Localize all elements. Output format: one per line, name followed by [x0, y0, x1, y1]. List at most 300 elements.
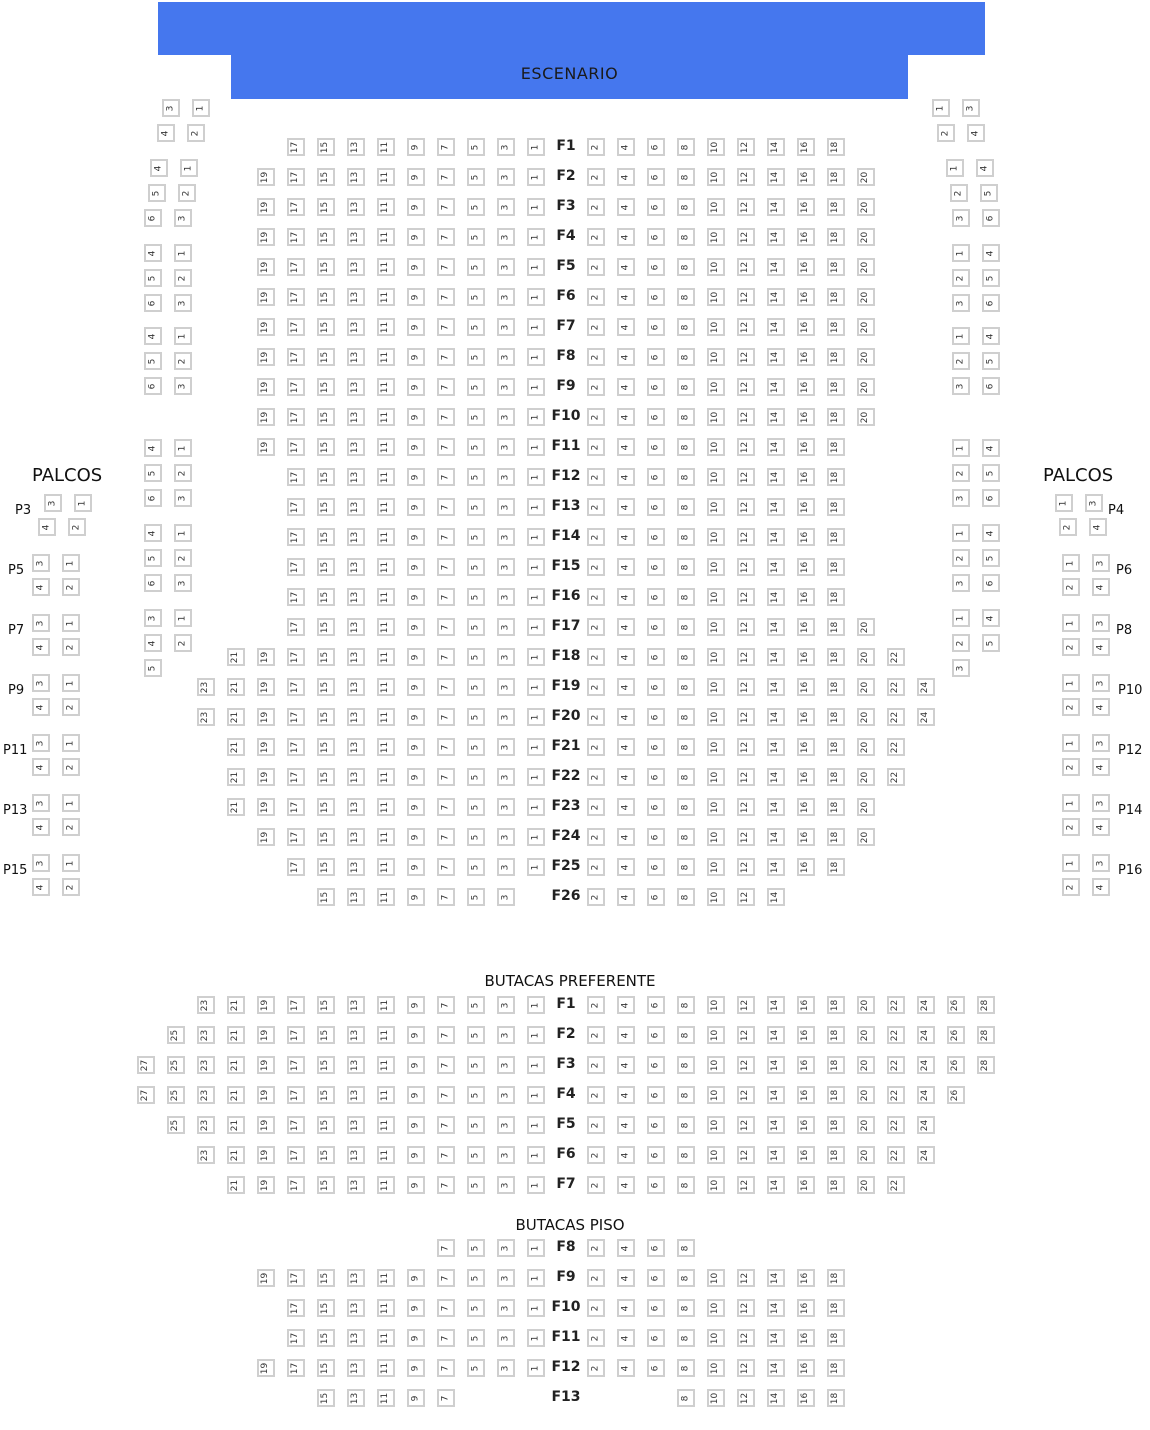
seat-side-left-1[interactable] — [174, 439, 192, 457]
seat-side-right-4[interactable] — [976, 159, 994, 177]
seat-platea-F10-6[interactable] — [647, 408, 665, 426]
seat-preferente-F1-3[interactable] — [497, 996, 515, 1014]
seat-platea-F3-5[interactable] — [467, 198, 485, 216]
seat-platea-F18-8[interactable] — [677, 648, 695, 666]
seat-P9-1[interactable] — [62, 674, 80, 692]
seat-preferente-F6-15[interactable] — [317, 1146, 335, 1164]
seat-preferente-F1-1[interactable] — [527, 996, 545, 1014]
seat-platea-F23-18[interactable] — [827, 798, 845, 816]
seat-piso-F9-17[interactable] — [287, 1269, 305, 1287]
seat-platea-F9-3[interactable] — [497, 378, 515, 396]
seat-platea-F3-6[interactable] — [647, 198, 665, 216]
seat-preferente-F3-12[interactable] — [737, 1056, 755, 1074]
seat-platea-F8-10[interactable] — [707, 348, 725, 366]
seat-platea-F25-15[interactable] — [317, 858, 335, 876]
seat-preferente-F2-23[interactable] — [197, 1026, 215, 1044]
seat-platea-F6-4[interactable] — [617, 288, 635, 306]
seat-platea-F24-6[interactable] — [647, 828, 665, 846]
seat-platea-F14-4[interactable] — [617, 528, 635, 546]
seat-piso-F11-14[interactable] — [767, 1329, 785, 1347]
seat-preferente-F6-13[interactable] — [347, 1146, 365, 1164]
seat-platea-F13-7[interactable] — [437, 498, 455, 516]
seat-preferente-F7-20[interactable] — [857, 1176, 875, 1194]
seat-platea-F10-12[interactable] — [737, 408, 755, 426]
seat-platea-F10-4[interactable] — [617, 408, 635, 426]
seat-platea-F15-10[interactable] — [707, 558, 725, 576]
seat-side-right-2[interactable] — [952, 464, 970, 482]
seat-platea-F7-4[interactable] — [617, 318, 635, 336]
seat-platea-F23-9[interactable] — [407, 798, 425, 816]
seat-platea-F3-19[interactable] — [257, 198, 275, 216]
seat-side-left-1[interactable] — [192, 99, 210, 117]
seat-platea-F26-7[interactable] — [437, 888, 455, 906]
seat-platea-F20-5[interactable] — [467, 708, 485, 726]
seat-preferente-F6-19[interactable] — [257, 1146, 275, 1164]
seat-platea-F10-2[interactable] — [587, 408, 605, 426]
seat-platea-F7-10[interactable] — [707, 318, 725, 336]
seat-preferente-F4-6[interactable] — [647, 1086, 665, 1104]
seat-P15-4[interactable] — [32, 878, 50, 896]
seat-side-right-1[interactable] — [952, 327, 970, 345]
seat-preferente-F4-9[interactable] — [407, 1086, 425, 1104]
seat-platea-F25-18[interactable] — [827, 858, 845, 876]
seat-platea-F8-16[interactable] — [797, 348, 815, 366]
seat-preferente-F1-16[interactable] — [797, 996, 815, 1014]
seat-platea-F7-5[interactable] — [467, 318, 485, 336]
seat-platea-F3-3[interactable] — [497, 198, 515, 216]
seat-side-left-1[interactable] — [174, 327, 192, 345]
seat-piso-F9-18[interactable] — [827, 1269, 845, 1287]
seat-preferente-F4-22[interactable] — [887, 1086, 905, 1104]
seat-platea-F6-6[interactable] — [647, 288, 665, 306]
seat-preferente-F1-19[interactable] — [257, 996, 275, 1014]
seat-platea-F23-14[interactable] — [767, 798, 785, 816]
seat-preferente-F4-3[interactable] — [497, 1086, 515, 1104]
seat-preferente-F5-21[interactable] — [227, 1116, 245, 1134]
seat-platea-F18-12[interactable] — [737, 648, 755, 666]
seat-platea-F4-16[interactable] — [797, 228, 815, 246]
seat-P4-4[interactable] — [1089, 518, 1107, 536]
seat-piso-F11-10[interactable] — [707, 1329, 725, 1347]
seat-side-right-1[interactable] — [952, 609, 970, 627]
seat-preferente-F1-28[interactable] — [977, 996, 995, 1014]
seat-platea-F25-9[interactable] — [407, 858, 425, 876]
seat-platea-F9-2[interactable] — [587, 378, 605, 396]
seat-platea-F10-13[interactable] — [347, 408, 365, 426]
seat-platea-F25-13[interactable] — [347, 858, 365, 876]
seat-piso-F12-5[interactable] — [467, 1359, 485, 1377]
seat-platea-F4-9[interactable] — [407, 228, 425, 246]
seat-preferente-F2-11[interactable] — [377, 1026, 395, 1044]
seat-piso-F12-6[interactable] — [647, 1359, 665, 1377]
seat-preferente-F7-8[interactable] — [677, 1176, 695, 1194]
seat-platea-F2-5[interactable] — [467, 168, 485, 186]
seat-preferente-F4-14[interactable] — [767, 1086, 785, 1104]
seat-platea-F20-10[interactable] — [707, 708, 725, 726]
seat-platea-F9-14[interactable] — [767, 378, 785, 396]
seat-preferente-F6-6[interactable] — [647, 1146, 665, 1164]
seat-preferente-F3-2[interactable] — [587, 1056, 605, 1074]
seat-preferente-F7-9[interactable] — [407, 1176, 425, 1194]
seat-side-right-5[interactable] — [980, 184, 998, 202]
seat-platea-F1-10[interactable] — [707, 138, 725, 156]
seat-preferente-F5-5[interactable] — [467, 1116, 485, 1134]
seat-platea-F26-9[interactable] — [407, 888, 425, 906]
seat-P7-1[interactable] — [62, 614, 80, 632]
seat-piso-F9-4[interactable] — [617, 1269, 635, 1287]
seat-preferente-F4-4[interactable] — [617, 1086, 635, 1104]
seat-platea-F5-3[interactable] — [497, 258, 515, 276]
seat-preferente-F4-13[interactable] — [347, 1086, 365, 1104]
seat-platea-F6-2[interactable] — [587, 288, 605, 306]
seat-platea-F3-13[interactable] — [347, 198, 365, 216]
seat-side-left-4[interactable] — [150, 159, 168, 177]
seat-preferente-F7-3[interactable] — [497, 1176, 515, 1194]
seat-platea-F10-14[interactable] — [767, 408, 785, 426]
seat-piso-F9-6[interactable] — [647, 1269, 665, 1287]
seat-piso-F8-8[interactable] — [677, 1239, 695, 1257]
seat-platea-F13-12[interactable] — [737, 498, 755, 516]
seat-platea-F1-9[interactable] — [407, 138, 425, 156]
seat-platea-F15-8[interactable] — [677, 558, 695, 576]
seat-P8-4[interactable] — [1092, 638, 1110, 656]
seat-preferente-F5-18[interactable] — [827, 1116, 845, 1134]
seat-preferente-F3-9[interactable] — [407, 1056, 425, 1074]
seat-platea-F4-15[interactable] — [317, 228, 335, 246]
seat-platea-F5-10[interactable] — [707, 258, 725, 276]
seat-side-right-4[interactable] — [982, 244, 1000, 262]
seat-platea-F22-21[interactable] — [227, 768, 245, 786]
seat-platea-F13-16[interactable] — [797, 498, 815, 516]
seat-piso-F12-8[interactable] — [677, 1359, 695, 1377]
seat-platea-F21-5[interactable] — [467, 738, 485, 756]
seat-preferente-F7-4[interactable] — [617, 1176, 635, 1194]
seat-side-left-4[interactable] — [144, 439, 162, 457]
seat-platea-F7-16[interactable] — [797, 318, 815, 336]
seat-platea-F1-2[interactable] — [587, 138, 605, 156]
seat-piso-F9-1[interactable] — [527, 1269, 545, 1287]
seat-platea-F14-7[interactable] — [437, 528, 455, 546]
seat-platea-F3-12[interactable] — [737, 198, 755, 216]
seat-platea-F11-9[interactable] — [407, 438, 425, 456]
seat-platea-F23-16[interactable] — [797, 798, 815, 816]
seat-platea-F23-21[interactable] — [227, 798, 245, 816]
seat-platea-F2-3[interactable] — [497, 168, 515, 186]
seat-side-left-5[interactable] — [144, 269, 162, 287]
seat-preferente-F7-19[interactable] — [257, 1176, 275, 1194]
seat-P13-3[interactable] — [32, 794, 50, 812]
seat-platea-F3-7[interactable] — [437, 198, 455, 216]
seat-platea-F22-12[interactable] — [737, 768, 755, 786]
seat-preferente-F1-7[interactable] — [437, 996, 455, 1014]
seat-platea-F2-19[interactable] — [257, 168, 275, 186]
seat-platea-F14-14[interactable] — [767, 528, 785, 546]
seat-platea-F17-9[interactable] — [407, 618, 425, 636]
seat-piso-F12-18[interactable] — [827, 1359, 845, 1377]
seat-platea-F14-11[interactable] — [377, 528, 395, 546]
seat-platea-F15-13[interactable] — [347, 558, 365, 576]
seat-preferente-F3-19[interactable] — [257, 1056, 275, 1074]
seat-platea-F7-15[interactable] — [317, 318, 335, 336]
seat-platea-F11-5[interactable] — [467, 438, 485, 456]
seat-platea-F1-11[interactable] — [377, 138, 395, 156]
seat-platea-F20-12[interactable] — [737, 708, 755, 726]
seat-side-right-2[interactable] — [950, 184, 968, 202]
seat-platea-F15-1[interactable] — [527, 558, 545, 576]
seat-platea-F15-15[interactable] — [317, 558, 335, 576]
seat-platea-F24-3[interactable] — [497, 828, 515, 846]
seat-preferente-F1-17[interactable] — [287, 996, 305, 1014]
seat-platea-F25-14[interactable] — [767, 858, 785, 876]
seat-platea-F4-2[interactable] — [587, 228, 605, 246]
seat-platea-F22-11[interactable] — [377, 768, 395, 786]
seat-platea-F14-9[interactable] — [407, 528, 425, 546]
seat-preferente-F5-10[interactable] — [707, 1116, 725, 1134]
seat-platea-F7-11[interactable] — [377, 318, 395, 336]
seat-preferente-F3-10[interactable] — [707, 1056, 725, 1074]
seat-preferente-F3-15[interactable] — [317, 1056, 335, 1074]
seat-platea-F19-11[interactable] — [377, 678, 395, 696]
seat-preferente-F6-10[interactable] — [707, 1146, 725, 1164]
seat-preferente-F6-17[interactable] — [287, 1146, 305, 1164]
seat-platea-F9-16[interactable] — [797, 378, 815, 396]
seat-side-left-4[interactable] — [157, 124, 175, 142]
seat-piso-F9-3[interactable] — [497, 1269, 515, 1287]
seat-piso-F9-5[interactable] — [467, 1269, 485, 1287]
seat-preferente-F7-5[interactable] — [467, 1176, 485, 1194]
seat-piso-F10-16[interactable] — [797, 1299, 815, 1317]
seat-preferente-F4-1[interactable] — [527, 1086, 545, 1104]
seat-side-left-4[interactable] — [144, 327, 162, 345]
seat-platea-F21-13[interactable] — [347, 738, 365, 756]
seat-preferente-F5-20[interactable] — [857, 1116, 875, 1134]
seat-platea-F7-7[interactable] — [437, 318, 455, 336]
seat-platea-F10-11[interactable] — [377, 408, 395, 426]
seat-platea-F19-12[interactable] — [737, 678, 755, 696]
seat-piso-F12-17[interactable] — [287, 1359, 305, 1377]
seat-P15-1[interactable] — [62, 854, 80, 872]
seat-platea-F6-7[interactable] — [437, 288, 455, 306]
seat-platea-F14-5[interactable] — [467, 528, 485, 546]
seat-P14-1[interactable] — [1062, 794, 1080, 812]
seat-preferente-F1-21[interactable] — [227, 996, 245, 1014]
seat-side-right-6[interactable] — [982, 574, 1000, 592]
seat-platea-F7-6[interactable] — [647, 318, 665, 336]
seat-preferente-F5-24[interactable] — [917, 1116, 935, 1134]
seat-side-left-1[interactable] — [174, 244, 192, 262]
seat-side-left-5[interactable] — [148, 184, 166, 202]
seat-platea-F21-9[interactable] — [407, 738, 425, 756]
seat-preferente-F4-5[interactable] — [467, 1086, 485, 1104]
seat-platea-F6-9[interactable] — [407, 288, 425, 306]
seat-platea-F10-5[interactable] — [467, 408, 485, 426]
seat-preferente-F7-21[interactable] — [227, 1176, 245, 1194]
seat-preferente-F4-23[interactable] — [197, 1086, 215, 1104]
seat-platea-F21-3[interactable] — [497, 738, 515, 756]
seat-platea-F3-2[interactable] — [587, 198, 605, 216]
seat-platea-F1-1[interactable] — [527, 138, 545, 156]
seat-piso-F11-15[interactable] — [317, 1329, 335, 1347]
seat-platea-F22-9[interactable] — [407, 768, 425, 786]
seat-preferente-F2-24[interactable] — [917, 1026, 935, 1044]
seat-platea-F19-5[interactable] — [467, 678, 485, 696]
seat-platea-F7-17[interactable] — [287, 318, 305, 336]
seat-platea-F11-15[interactable] — [317, 438, 335, 456]
seat-preferente-F7-13[interactable] — [347, 1176, 365, 1194]
seat-preferente-F2-12[interactable] — [737, 1026, 755, 1044]
seat-platea-F6-18[interactable] — [827, 288, 845, 306]
seat-platea-F23-1[interactable] — [527, 798, 545, 816]
seat-platea-F19-4[interactable] — [617, 678, 635, 696]
seat-P6-3[interactable] — [1092, 554, 1110, 572]
seat-preferente-F2-9[interactable] — [407, 1026, 425, 1044]
seat-platea-F18-9[interactable] — [407, 648, 425, 666]
seat-platea-F14-1[interactable] — [527, 528, 545, 546]
seat-preferente-F2-1[interactable] — [527, 1026, 545, 1044]
seat-platea-F2-20[interactable] — [857, 168, 875, 186]
seat-P12-1[interactable] — [1062, 734, 1080, 752]
seat-platea-F9-5[interactable] — [467, 378, 485, 396]
seat-platea-F3-18[interactable] — [827, 198, 845, 216]
seat-preferente-F6-8[interactable] — [677, 1146, 695, 1164]
seat-platea-F7-19[interactable] — [257, 318, 275, 336]
seat-platea-F25-17[interactable] — [287, 858, 305, 876]
seat-preferente-F6-5[interactable] — [467, 1146, 485, 1164]
seat-platea-F26-4[interactable] — [617, 888, 635, 906]
seat-platea-F25-5[interactable] — [467, 858, 485, 876]
seat-platea-F19-1[interactable] — [527, 678, 545, 696]
seat-preferente-F6-18[interactable] — [827, 1146, 845, 1164]
seat-platea-F16-14[interactable] — [767, 588, 785, 606]
seat-platea-F19-15[interactable] — [317, 678, 335, 696]
seat-P13-1[interactable] — [62, 794, 80, 812]
seat-platea-F16-11[interactable] — [377, 588, 395, 606]
seat-platea-F14-10[interactable] — [707, 528, 725, 546]
seat-platea-F11-7[interactable] — [437, 438, 455, 456]
seat-platea-F26-11[interactable] — [377, 888, 395, 906]
seat-platea-F5-12[interactable] — [737, 258, 755, 276]
seat-side-right-5[interactable] — [982, 352, 1000, 370]
seat-side-right-5[interactable] — [982, 464, 1000, 482]
seat-side-left-3[interactable] — [174, 209, 192, 227]
seat-platea-F20-8[interactable] — [677, 708, 695, 726]
seat-platea-F4-4[interactable] — [617, 228, 635, 246]
seat-side-right-1[interactable] — [952, 244, 970, 262]
seat-platea-F18-14[interactable] — [767, 648, 785, 666]
seat-preferente-F4-2[interactable] — [587, 1086, 605, 1104]
seat-platea-F16-4[interactable] — [617, 588, 635, 606]
seat-platea-F5-19[interactable] — [257, 258, 275, 276]
seat-platea-F14-18[interactable] — [827, 528, 845, 546]
seat-platea-F19-20[interactable] — [857, 678, 875, 696]
seat-platea-F6-12[interactable] — [737, 288, 755, 306]
seat-side-left-4[interactable] — [144, 244, 162, 262]
seat-platea-F22-4[interactable] — [617, 768, 635, 786]
seat-platea-F2-17[interactable] — [287, 168, 305, 186]
seat-platea-F21-4[interactable] — [617, 738, 635, 756]
seat-platea-F5-17[interactable] — [287, 258, 305, 276]
seat-platea-F10-17[interactable] — [287, 408, 305, 426]
seat-platea-F15-7[interactable] — [437, 558, 455, 576]
seat-platea-F22-8[interactable] — [677, 768, 695, 786]
seat-preferente-F6-3[interactable] — [497, 1146, 515, 1164]
seat-preferente-F6-16[interactable] — [797, 1146, 815, 1164]
seat-preferente-F1-11[interactable] — [377, 996, 395, 1014]
seat-platea-F19-19[interactable] — [257, 678, 275, 696]
seat-platea-F17-7[interactable] — [437, 618, 455, 636]
seat-piso-F11-13[interactable] — [347, 1329, 365, 1347]
seat-preferente-F4-24[interactable] — [917, 1086, 935, 1104]
seat-preferente-F2-6[interactable] — [647, 1026, 665, 1044]
seat-preferente-F3-18[interactable] — [827, 1056, 845, 1074]
seat-piso-F11-16[interactable] — [797, 1329, 815, 1347]
seat-preferente-F3-17[interactable] — [287, 1056, 305, 1074]
seat-platea-F21-14[interactable] — [767, 738, 785, 756]
seat-platea-F1-7[interactable] — [437, 138, 455, 156]
seat-side-left-1[interactable] — [174, 524, 192, 542]
seat-platea-F18-17[interactable] — [287, 648, 305, 666]
seat-platea-F26-13[interactable] — [347, 888, 365, 906]
seat-platea-F12-6[interactable] — [647, 468, 665, 486]
seat-preferente-F7-17[interactable] — [287, 1176, 305, 1194]
seat-preferente-F5-25[interactable] — [167, 1116, 185, 1134]
seat-piso-F11-3[interactable] — [497, 1329, 515, 1347]
seat-piso-F9-16[interactable] — [797, 1269, 815, 1287]
seat-platea-F4-8[interactable] — [677, 228, 695, 246]
seat-platea-F22-16[interactable] — [797, 768, 815, 786]
seat-preferente-F1-14[interactable] — [767, 996, 785, 1014]
seat-platea-F21-1[interactable] — [527, 738, 545, 756]
seat-platea-F9-1[interactable] — [527, 378, 545, 396]
seat-piso-F9-15[interactable] — [317, 1269, 335, 1287]
seat-platea-F10-16[interactable] — [797, 408, 815, 426]
seat-platea-F17-16[interactable] — [797, 618, 815, 636]
seat-platea-F16-8[interactable] — [677, 588, 695, 606]
seat-piso-F11-17[interactable] — [287, 1329, 305, 1347]
seat-P13-2[interactable] — [62, 818, 80, 836]
seat-preferente-F5-17[interactable] — [287, 1116, 305, 1134]
seat-preferente-F2-5[interactable] — [467, 1026, 485, 1044]
seat-platea-F19-24[interactable] — [917, 678, 935, 696]
seat-platea-F18-10[interactable] — [707, 648, 725, 666]
seat-side-left-2[interactable] — [174, 634, 192, 652]
seat-platea-F26-6[interactable] — [647, 888, 665, 906]
seat-platea-F22-17[interactable] — [287, 768, 305, 786]
seat-side-right-2[interactable] — [952, 549, 970, 567]
seat-platea-F5-16[interactable] — [797, 258, 815, 276]
seat-platea-F25-3[interactable] — [497, 858, 515, 876]
seat-preferente-F3-3[interactable] — [497, 1056, 515, 1074]
seat-platea-F1-18[interactable] — [827, 138, 845, 156]
seat-piso-F13-8[interactable] — [677, 1389, 695, 1407]
seat-preferente-F2-4[interactable] — [617, 1026, 635, 1044]
seat-platea-F4-19[interactable] — [257, 228, 275, 246]
seat-preferente-F1-20[interactable] — [857, 996, 875, 1014]
seat-platea-F9-15[interactable] — [317, 378, 335, 396]
seat-side-left-2[interactable] — [174, 269, 192, 287]
seat-platea-F15-17[interactable] — [287, 558, 305, 576]
seat-platea-F21-15[interactable] — [317, 738, 335, 756]
seat-platea-F7-8[interactable] — [677, 318, 695, 336]
seat-platea-F23-5[interactable] — [467, 798, 485, 816]
seat-platea-F8-8[interactable] — [677, 348, 695, 366]
seat-platea-F24-16[interactable] — [797, 828, 815, 846]
seat-platea-F18-15[interactable] — [317, 648, 335, 666]
seat-platea-F23-19[interactable] — [257, 798, 275, 816]
seat-side-left-6[interactable] — [144, 209, 162, 227]
seat-platea-F25-7[interactable] — [437, 858, 455, 876]
seat-piso-F12-3[interactable] — [497, 1359, 515, 1377]
